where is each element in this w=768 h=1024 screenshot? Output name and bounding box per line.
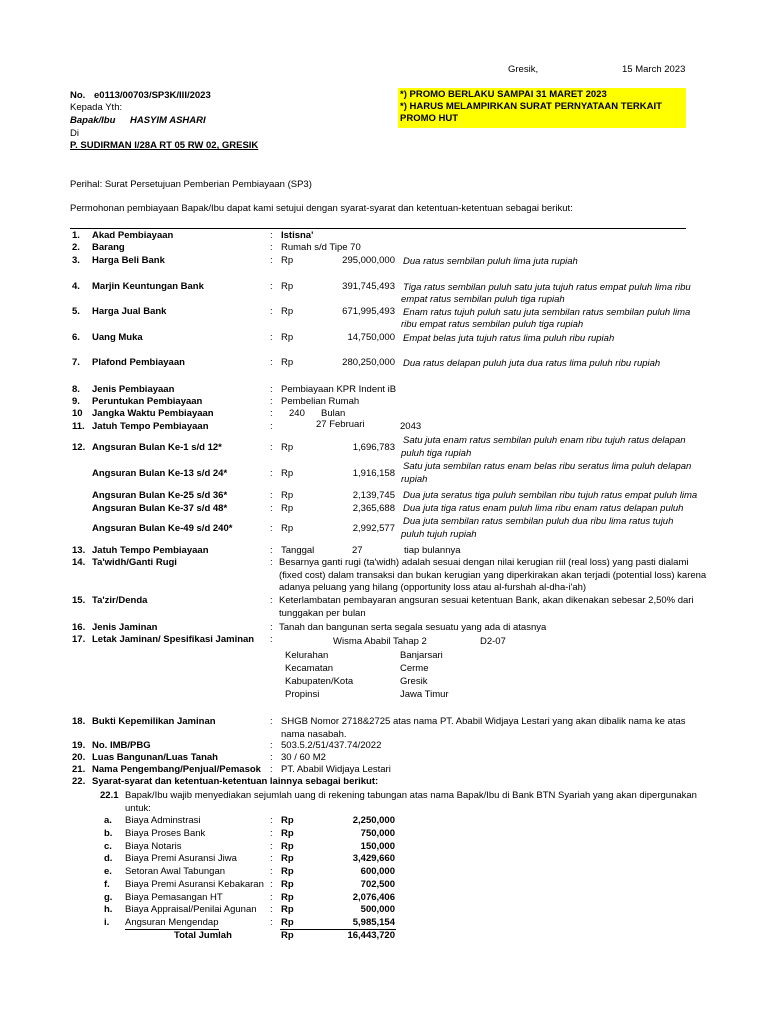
cost-rp: Rp — [281, 879, 294, 890]
item-label: No. IMB/PBG — [92, 740, 151, 751]
cost-rp: Rp — [281, 866, 294, 877]
intro-text: Permohonan pembiayaan Bapak/Ibu dapat kami setujui dengan syarat-syarat dan ketentuan-ketentuan sebagai berikut: — [70, 203, 573, 214]
tawidh-text: (fixed cost) dalam transaksi dan bukan kerugian yang diperkirakan akan terjadi (potential loss) karena — [279, 570, 707, 581]
amount-words: puluh tujuh rupiah — [401, 529, 477, 540]
item-no: 10 — [72, 408, 83, 419]
item-no: 7. — [72, 357, 80, 368]
cost-amount: 750,000 — [360, 828, 395, 839]
amount: 295,000,000 — [342, 255, 395, 266]
cost-amount: 150,000 — [360, 841, 395, 852]
item-no: 15. — [72, 595, 86, 606]
kecamatan-label: Kecamatan — [285, 663, 334, 674]
colon: : — [270, 281, 273, 292]
amount: 1,696,783 — [352, 442, 395, 453]
amount-words: rupiah — [401, 474, 428, 485]
item-no: 20. — [72, 752, 86, 763]
due-day: 27 — [352, 545, 363, 556]
item-label: Peruntukan Pembiayaan — [92, 396, 203, 407]
cost-amount: 5,985,154 — [352, 917, 395, 928]
tawidh-text: Besarnya ganti rugi (ta'widh) adalah sesuai dengan nilai kerugian riil (real loss) yang pasti dialami — [279, 557, 689, 568]
colon: : — [270, 545, 273, 556]
propinsi-value: Jawa Timur — [400, 689, 449, 700]
colon: : — [270, 332, 273, 343]
cost-amount: 3,429,660 — [352, 853, 395, 864]
colon: : — [270, 879, 273, 890]
rp: Rp — [281, 357, 294, 368]
cost-letter: h. — [104, 904, 113, 915]
total-amount: 16,443,720 — [347, 930, 395, 941]
cost-label: Biaya Adminstrasi — [125, 815, 201, 826]
item-no: 21. — [72, 764, 86, 775]
colon: : — [270, 866, 273, 877]
cost-label: Biaya Pemasangan HT — [125, 892, 223, 903]
denda-text: tunggakan per bulan — [279, 608, 366, 619]
cost-letter: g. — [104, 892, 113, 903]
cost-letter: b. — [104, 828, 113, 839]
kepada-label: Kepada Yth: — [70, 102, 123, 113]
denda-text: Keterlambatan pembayaran angsuran sesuai ketentuan Bank, akan dikenakan sebesar 2,50% dari — [279, 595, 694, 606]
colon: : — [270, 853, 273, 864]
tenor-value: 240 — [289, 408, 305, 419]
item-label: Ta'widh/Ganti Rugi — [92, 557, 177, 568]
item-value: 503.5.2/51/437.74/2022 — [281, 740, 382, 751]
item-label: Angsuran Bulan Ke-49 s/d 240* — [92, 523, 233, 534]
item-label: Harga Jual Bank — [92, 306, 167, 317]
perihal: Perihal: Surat Persetujuan Pemberian Pembiayaan (SP3) — [70, 179, 312, 190]
maturity-date: 27 Februari — [316, 419, 365, 430]
colon: : — [270, 716, 273, 727]
item-value: Pembiayaan KPR Indent iB — [281, 384, 397, 395]
recipient-address: P. SUDIRMAN I/28A RT 05 RW 02, GRESIK — [70, 140, 259, 151]
item-no: 8. — [72, 384, 80, 395]
colon: : — [270, 357, 273, 368]
item-value: 30 / 60 M2 — [281, 752, 326, 763]
colon: : — [270, 242, 273, 253]
amount-words: Dua juta tiga ratus enam puluh lima ribu enam ratus delapan puluh — [403, 503, 684, 514]
colon: : — [270, 408, 273, 419]
colon: : — [270, 255, 273, 266]
colon: : — [270, 306, 273, 317]
cost-amount: 2,250,000 — [352, 815, 395, 826]
item-label: Jatuh Tempo Pembiayaan — [92, 545, 209, 556]
item-no: 1. — [72, 230, 80, 241]
cost-amount: 600,000 — [360, 866, 395, 877]
item-label: Jenis Pembiayaan — [92, 384, 175, 395]
letter-date: 15 March 2023 — [622, 64, 686, 75]
amount: 2,139,745 — [352, 490, 395, 501]
item-label: Ta'zir/Denda — [92, 595, 148, 606]
sub-text: untuk: — [125, 803, 151, 814]
colon: : — [270, 384, 273, 395]
amount-words: puluh tiga rupiah — [401, 448, 472, 459]
amount: 2,365,688 — [352, 503, 395, 514]
tenor-unit: Bulan — [321, 408, 346, 419]
letter-number: e0113/00703/SP3K/III/2023 — [94, 90, 211, 101]
colon: : — [270, 396, 273, 407]
shgb-text: nama nasabah. — [281, 729, 347, 740]
cost-rp: Rp — [281, 841, 294, 852]
item-label: Uang Muka — [92, 332, 143, 343]
amount-words: ribu empat ratus sembilan puluh tiga rupiah — [401, 319, 584, 330]
item-no: 14. — [72, 557, 86, 568]
item-label: Plafond Pembiayaan — [92, 357, 185, 368]
no-label: No. — [70, 90, 86, 101]
item-label: Marjin Keuntungan Bank — [92, 281, 204, 292]
unit-block: D2-07 — [480, 636, 506, 647]
rp: Rp — [281, 306, 294, 317]
item-label: Angsuran Bulan Ke-13 s/d 24* — [92, 468, 228, 479]
total-rp: Rp — [281, 930, 294, 941]
colon: : — [270, 230, 273, 241]
cost-letter: d. — [104, 853, 113, 864]
colon: : — [270, 595, 273, 606]
rp: Rp — [281, 442, 294, 453]
cost-letter: c. — [104, 841, 112, 852]
colon: : — [270, 622, 273, 633]
city: Gresik, — [508, 64, 539, 75]
colon: : — [270, 490, 273, 501]
shgb-text: SHGB Nomor 2718&2725 atas nama PT. Ababil Widjaya Lestari yang akan dibalik nama ke atas — [281, 716, 686, 727]
rp: Rp — [281, 255, 294, 266]
item-no: 5. — [72, 306, 80, 317]
item-no: 4. — [72, 281, 80, 292]
colon: : — [270, 828, 273, 839]
sub-no: 22.1 — [100, 790, 119, 801]
item-label: Jangka Waktu Pembiayaan — [92, 408, 214, 419]
recipient-name: HASYIM ASHARI — [130, 115, 206, 126]
colon: : — [270, 764, 273, 775]
promo-line-3: PROMO HUT — [400, 113, 459, 124]
cost-amount: 500,000 — [360, 904, 395, 915]
cost-letter: f. — [104, 879, 110, 890]
item-no: 19. — [72, 740, 86, 751]
total-label: Total Jumlah — [174, 930, 232, 941]
amount: 280,250,000 — [342, 357, 395, 368]
cost-label: Biaya Premi Asuransi Jiwa — [125, 853, 237, 864]
cost-rp: Rp — [281, 917, 294, 928]
item-no: 3. — [72, 255, 80, 266]
amount: 671,995,493 — [342, 306, 395, 317]
cost-rp: Rp — [281, 904, 294, 915]
colon: : — [270, 904, 273, 915]
promo-line-1: *) PROMO BERLAKU SAMPAI 31 MARET 2023 — [400, 89, 607, 100]
due-day-label: Tanggal — [281, 545, 315, 556]
bapak-label: Bapak/Ibu — [70, 115, 116, 126]
item-label: Angsuran Bulan Ke-37 s/d 48* — [92, 503, 228, 514]
maturity-year: 2043 — [400, 421, 422, 432]
item-label: Akad Pembiayaan — [92, 230, 174, 241]
item-no: 6. — [72, 332, 80, 343]
cost-amount: 702,500 — [360, 879, 395, 890]
cost-label: Biaya Notaris — [125, 841, 182, 852]
colon: : — [270, 421, 273, 432]
amount-words: Satu juta enam ratus sembilan puluh enam ribu tujuh ratus delapan — [403, 435, 686, 446]
cost-rp: Rp — [281, 815, 294, 826]
promo-line-2: *) HARUS MELAMPIRKAN SURAT PERNYATAAN TERKAIT — [400, 101, 662, 112]
amount: 1,916,158 — [352, 468, 395, 479]
item-label: Luas Bangunan/Luas Tanah — [92, 752, 218, 763]
amount-words: Dua ratus sembilan puluh lima juta rupiah — [403, 256, 578, 267]
amount-words: Enam ratus tujuh puluh satu juta sembilan ratus sembilan puluh lima — [403, 307, 691, 318]
tawidh-text: adanya peluang yang hilang (opportunity loss atau al-furshah al-dha-i'ah) — [279, 582, 587, 593]
amount: 391,745,493 — [342, 281, 395, 292]
item-no: 18. — [72, 716, 86, 727]
item-value: PT. Ababil Widjaya Lestari — [281, 764, 391, 775]
project-name: Wisma Ababil Tahap 2 — [333, 636, 427, 647]
cost-amount: 2,076,406 — [352, 892, 395, 903]
item-value: Tanah dan bangunan serta segala sesuatu yang ada di atasnya — [279, 622, 547, 633]
rp: Rp — [281, 523, 294, 534]
cost-rp: Rp — [281, 828, 294, 839]
item-label: Jatuh Tempo Pembiayaan — [92, 421, 209, 432]
item-value: Pembelian Rumah — [281, 396, 360, 407]
kelurahan-value: Banjarsari — [400, 650, 443, 661]
cost-label: Angsuran Mengendap — [125, 917, 219, 928]
due-suffix: tiap bulannya — [404, 545, 461, 556]
cost-label: Biaya Appraisal/Penilai Agunan — [125, 904, 257, 915]
kabupaten-value: Gresik — [400, 676, 428, 687]
colon: : — [270, 634, 273, 645]
kelurahan-label: Kelurahan — [285, 650, 329, 661]
item-label: Barang — [92, 242, 125, 253]
rp: Rp — [281, 490, 294, 501]
propinsi-label: Propinsi — [285, 689, 320, 700]
item-label: Angsuran Bulan Ke-25 s/d 36* — [92, 490, 228, 501]
colon: : — [270, 752, 273, 763]
colon: : — [270, 523, 273, 534]
colon: : — [270, 503, 273, 514]
barang-value: Rumah s/d Tipe 70 — [281, 242, 361, 253]
cost-rp: Rp — [281, 892, 294, 903]
item-label: Jenis Jaminan — [92, 622, 158, 633]
item-label: Angsuran Bulan Ke-1 s/d 12* — [92, 442, 222, 453]
colon: : — [270, 442, 273, 453]
promo-box — [398, 88, 686, 128]
item-label: Bukti Kepemilikan Jaminan — [92, 716, 216, 727]
item-no: 11. — [72, 421, 85, 432]
item-label: Harga Beli Bank — [92, 255, 165, 266]
cost-label: Biaya Proses Bank — [125, 828, 206, 839]
cost-letter: i. — [104, 917, 110, 928]
item-label: Nama Pengembang/Penjual/Pemasok — [92, 764, 261, 775]
cost-letter: a. — [104, 815, 112, 826]
item-no: 13. — [72, 545, 86, 556]
akad-value: Istisna' — [281, 230, 314, 241]
item-no: 12. — [72, 442, 86, 453]
item-label: Syarat-syarat dan ketentuan-ketentuan lainnya sebagai berikut: — [92, 776, 379, 787]
colon: : — [270, 557, 273, 568]
colon: : — [270, 740, 273, 751]
rp: Rp — [281, 281, 294, 292]
sub-text: Bapak/Ibu wajib menyediakan sejumlah uang di rekening tabungan atas nama Bapak/Ibu di Bank BTN Syariah yang akan dipergunakan — [125, 790, 697, 801]
colon: : — [270, 468, 273, 479]
colon: : — [270, 917, 273, 928]
amount-words: empat ratus sembilan puluh tiga rupiah — [401, 294, 565, 305]
colon: : — [270, 841, 273, 852]
amount-words: Dua juta seratus tiga puluh sembilan ribu tujuh ratus empat puluh lima — [403, 490, 698, 501]
item-no: 16. — [72, 622, 86, 633]
amount-words: Tiga ratus sembilan puluh satu juta tujuh ratus empat puluh lima ribu — [403, 282, 691, 293]
colon: : — [270, 892, 273, 903]
divider — [70, 228, 686, 229]
item-no: 2. — [72, 242, 80, 253]
cost-letter: e. — [104, 866, 112, 877]
item-label: Letak Jaminan/ Spesifikasi Jaminan — [92, 634, 255, 645]
cost-label: Setoran Awal Tabungan — [125, 866, 226, 877]
amount: 14,750,000 — [347, 332, 395, 343]
cost-rp: Rp — [281, 853, 294, 864]
rp: Rp — [281, 468, 294, 479]
item-no: 9. — [72, 396, 80, 407]
amount-words: Dua ratus delapan puluh juta dua ratus lima puluh ribu rupiah — [403, 358, 661, 369]
rp: Rp — [281, 332, 294, 343]
amount-words: Dua juta sembilan ratus sembilan puluh dua ribu lima ratus tujuh — [403, 516, 674, 527]
kabupaten-label: Kabupaten/Kota — [285, 676, 354, 687]
amount-words: Empat belas juta tujuh ratus lima puluh ribu rupiah — [403, 333, 615, 344]
rp: Rp — [281, 503, 294, 514]
colon: : — [270, 815, 273, 826]
amount: 2,992,577 — [352, 523, 395, 534]
amount-words: Satu juta sembilan ratus enam belas ribu seratus lima puluh delapan — [403, 461, 692, 472]
kecamatan-value: Cerme — [400, 663, 429, 674]
item-no: 22. — [72, 776, 86, 787]
di-label: Di — [70, 128, 79, 139]
cost-label: Biaya Premi Asuransi Kebakaran — [125, 879, 264, 890]
item-no: 17. — [72, 634, 86, 645]
